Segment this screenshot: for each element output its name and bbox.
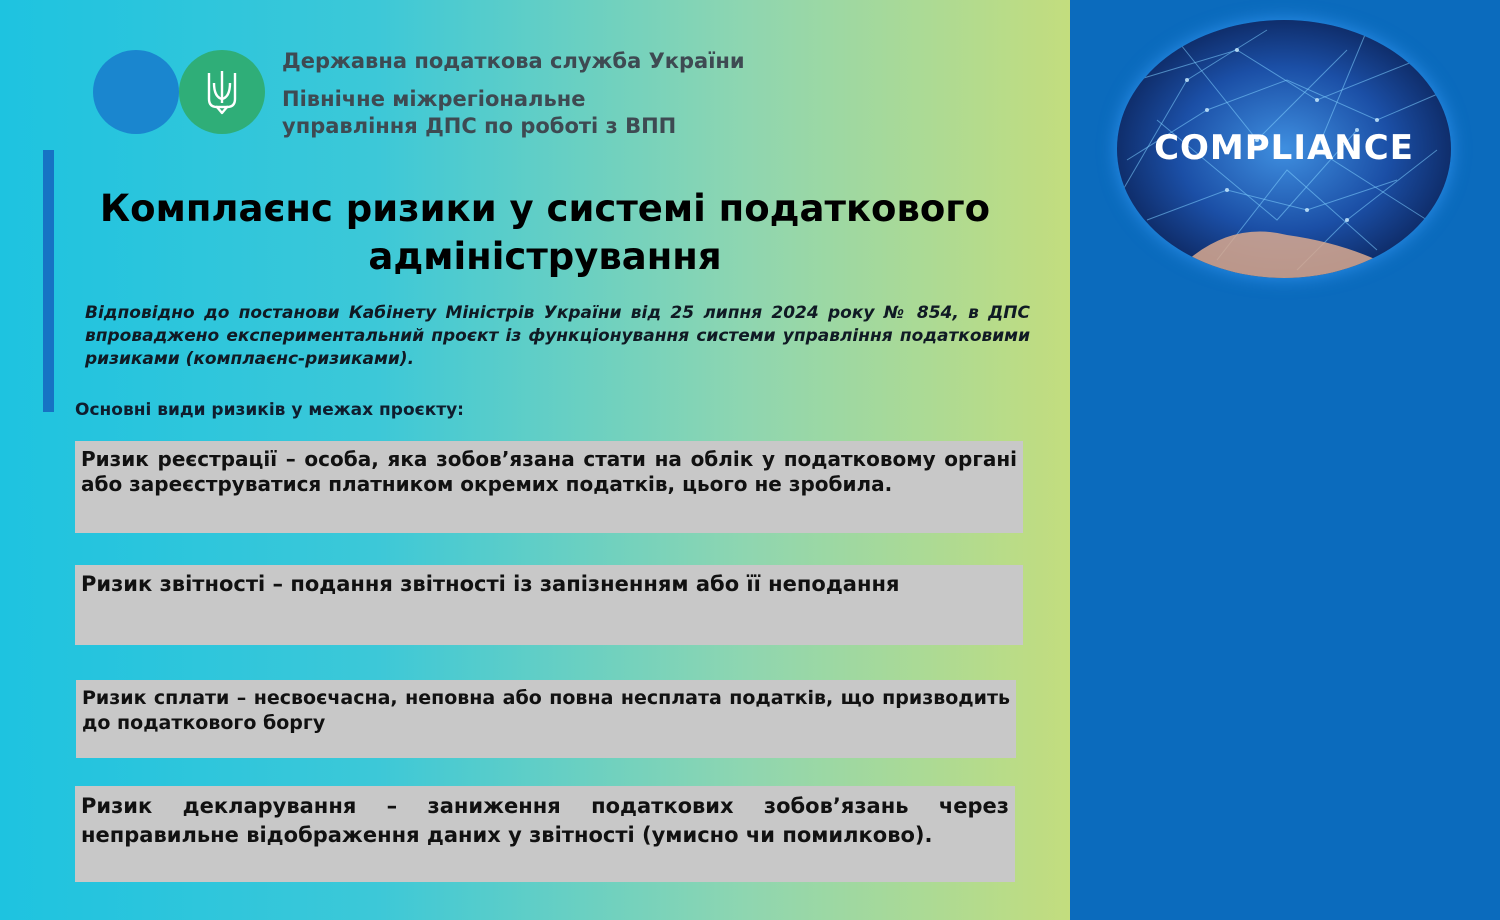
compliance-label: COMPLIANCE [1154,128,1414,168]
risk-declaration: Ризик декларування – заниження податкових зобов’язань через неправильне відображення даних у звітності (умисно чи помилково). [75,786,1015,882]
compliance-image [1117,20,1451,278]
org-department-line2: управління ДПС по роботі з ВПП [282,114,677,138]
risk-registration: Ризик реєстрації – особа, яка зобов’язана стати на облік у податковому органі або зареєструватися платником окремих податків, цього не зробила. [75,441,1023,533]
risk-reporting: Ризик звітності – подання звітності із запізненням або її неподання [75,565,1023,645]
hand-shape [1177,232,1387,278]
risk-payment: Ризик сплати – несвоєчасна, неповна або повна несплата податків, що призводить до податкового боргу [76,680,1016,758]
org-name: Державна податкова служба України [282,49,745,73]
logo-circle-green [179,50,265,134]
page-title: Комплаєнс ризики у системі податкового адміністрування [99,187,991,278]
logo-circle-blue [93,50,179,134]
intro-paragraph: Відповідно до постанови Кабінету Міністрів України від 25 липня 2024 року № 854, в ДПС впроваджено експериментальний проєкт із функціонування системи управління податковими ризиками (комплаєнс-ризиками). [85,303,1030,369]
risk-types-heading: Основні види ризиків у межах проєкту: [75,400,464,420]
accent-bar [43,150,54,412]
org-department-line1: Північне міжрегіональне [282,87,586,111]
trident-icon [205,69,239,115]
